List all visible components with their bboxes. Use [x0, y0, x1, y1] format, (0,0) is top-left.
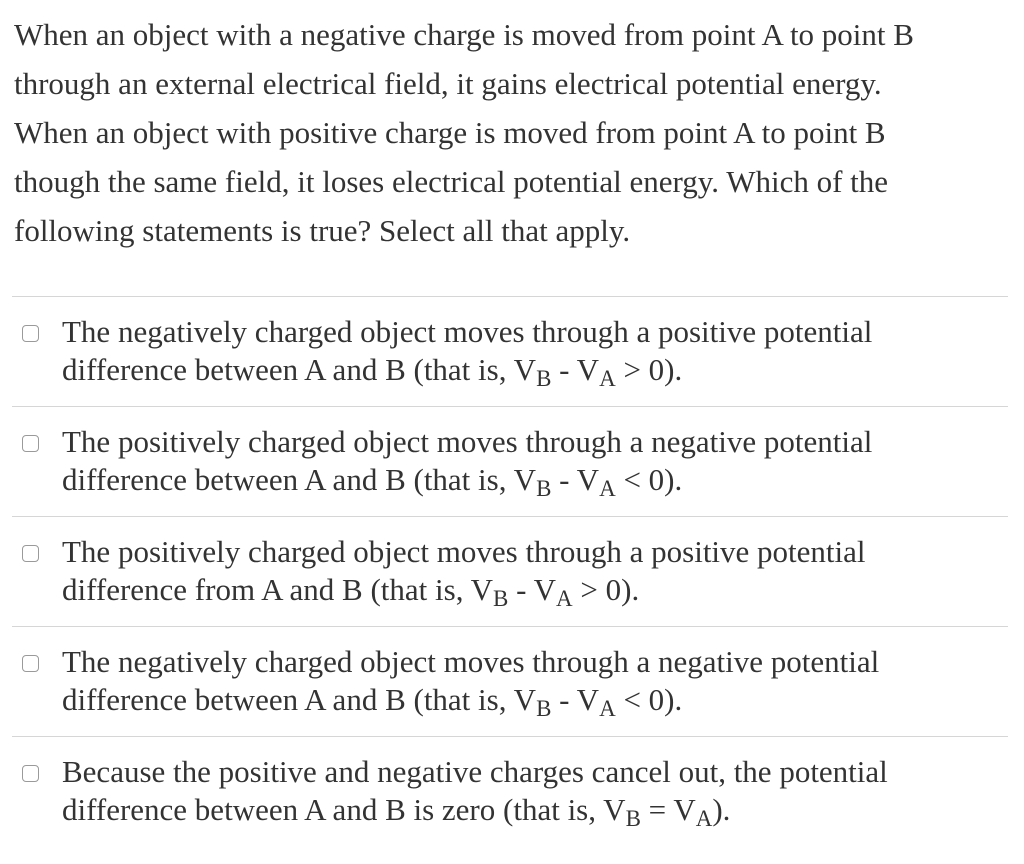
option-text-fragment: ). — [712, 792, 731, 827]
option-line-1: Because the positive and negative charges cancel out, the potential — [62, 754, 888, 789]
option-text-fragment: - V — [551, 352, 600, 387]
option-label — [62, 313, 1002, 392]
question-line: When an object with positive charge is moved from point A to point B — [14, 115, 886, 150]
option-text-fragment: - V — [551, 462, 600, 497]
question-line: though the same field, it loses electrical potential energy. Which of the — [14, 164, 889, 199]
option-text-fragment: > 0). — [615, 352, 683, 387]
checkbox-option-3[interactable] — [22, 545, 39, 562]
answer-options-list — [12, 296, 1008, 848]
option-text-fragment: difference from A and B (that is, V — [62, 572, 494, 607]
option-text-fragment: > 0). — [572, 572, 640, 607]
option-line-1: The positively charged object moves through a negative potential — [62, 424, 873, 459]
question-line: through an external electrical field, it gains electrical potential energy. — [14, 66, 882, 101]
option-text-fragment: difference between A and B (that is, V — [62, 682, 537, 717]
subscript: A — [599, 696, 616, 721]
answer-option-3[interactable] — [12, 516, 1008, 626]
subscript: B — [536, 696, 552, 721]
subscript: B — [493, 586, 509, 611]
option-text-fragment: difference between A and B (that is, V — [62, 462, 537, 497]
option-label — [62, 753, 1002, 832]
subscript: B — [536, 476, 552, 501]
subscript: A — [599, 366, 616, 391]
option-line-2 — [62, 461, 1002, 502]
answer-option-5[interactable] — [12, 736, 1008, 848]
option-label — [62, 533, 1002, 612]
option-line-2 — [62, 681, 1002, 722]
option-label — [62, 643, 1002, 722]
question-line: When an object with a negative charge is moved from point A to point B — [14, 17, 914, 52]
question-text — [14, 10, 1014, 255]
checkbox-option-5[interactable] — [22, 765, 39, 782]
subscript: B — [625, 806, 641, 831]
option-text-fragment: difference between A and B is zero (that is, V — [62, 792, 626, 827]
option-line-1: The positively charged object moves through a positive potential — [62, 534, 866, 569]
checkbox-option-4[interactable] — [22, 655, 39, 672]
option-line-2 — [62, 791, 1002, 832]
option-line-2 — [62, 571, 1002, 612]
answer-option-1[interactable] — [12, 296, 1008, 406]
checkbox-option-1[interactable] — [22, 325, 39, 342]
subscript: A — [599, 476, 616, 501]
option-text-fragment: = V — [640, 792, 696, 827]
subscript: A — [695, 806, 713, 831]
option-text-fragment: - V — [551, 682, 600, 717]
checkbox-option-2[interactable] — [22, 435, 39, 452]
option-text-fragment: < 0). — [615, 682, 683, 717]
option-text-fragment: difference between A and B (that is, V — [62, 352, 537, 387]
option-text-fragment: - V — [508, 572, 557, 607]
option-line-2 — [62, 351, 1002, 392]
question-line: following statements is true? Select all that apply. — [14, 213, 631, 248]
option-line-1: The negatively charged object moves through a positive potential — [62, 314, 873, 349]
option-line-1: The negatively charged object moves through a negative potential — [62, 644, 880, 679]
subscript: B — [536, 366, 552, 391]
option-text-fragment: < 0). — [615, 462, 683, 497]
answer-option-2[interactable] — [12, 406, 1008, 516]
subscript: A — [556, 586, 573, 611]
option-label — [62, 423, 1002, 502]
answer-option-4[interactable] — [12, 626, 1008, 736]
